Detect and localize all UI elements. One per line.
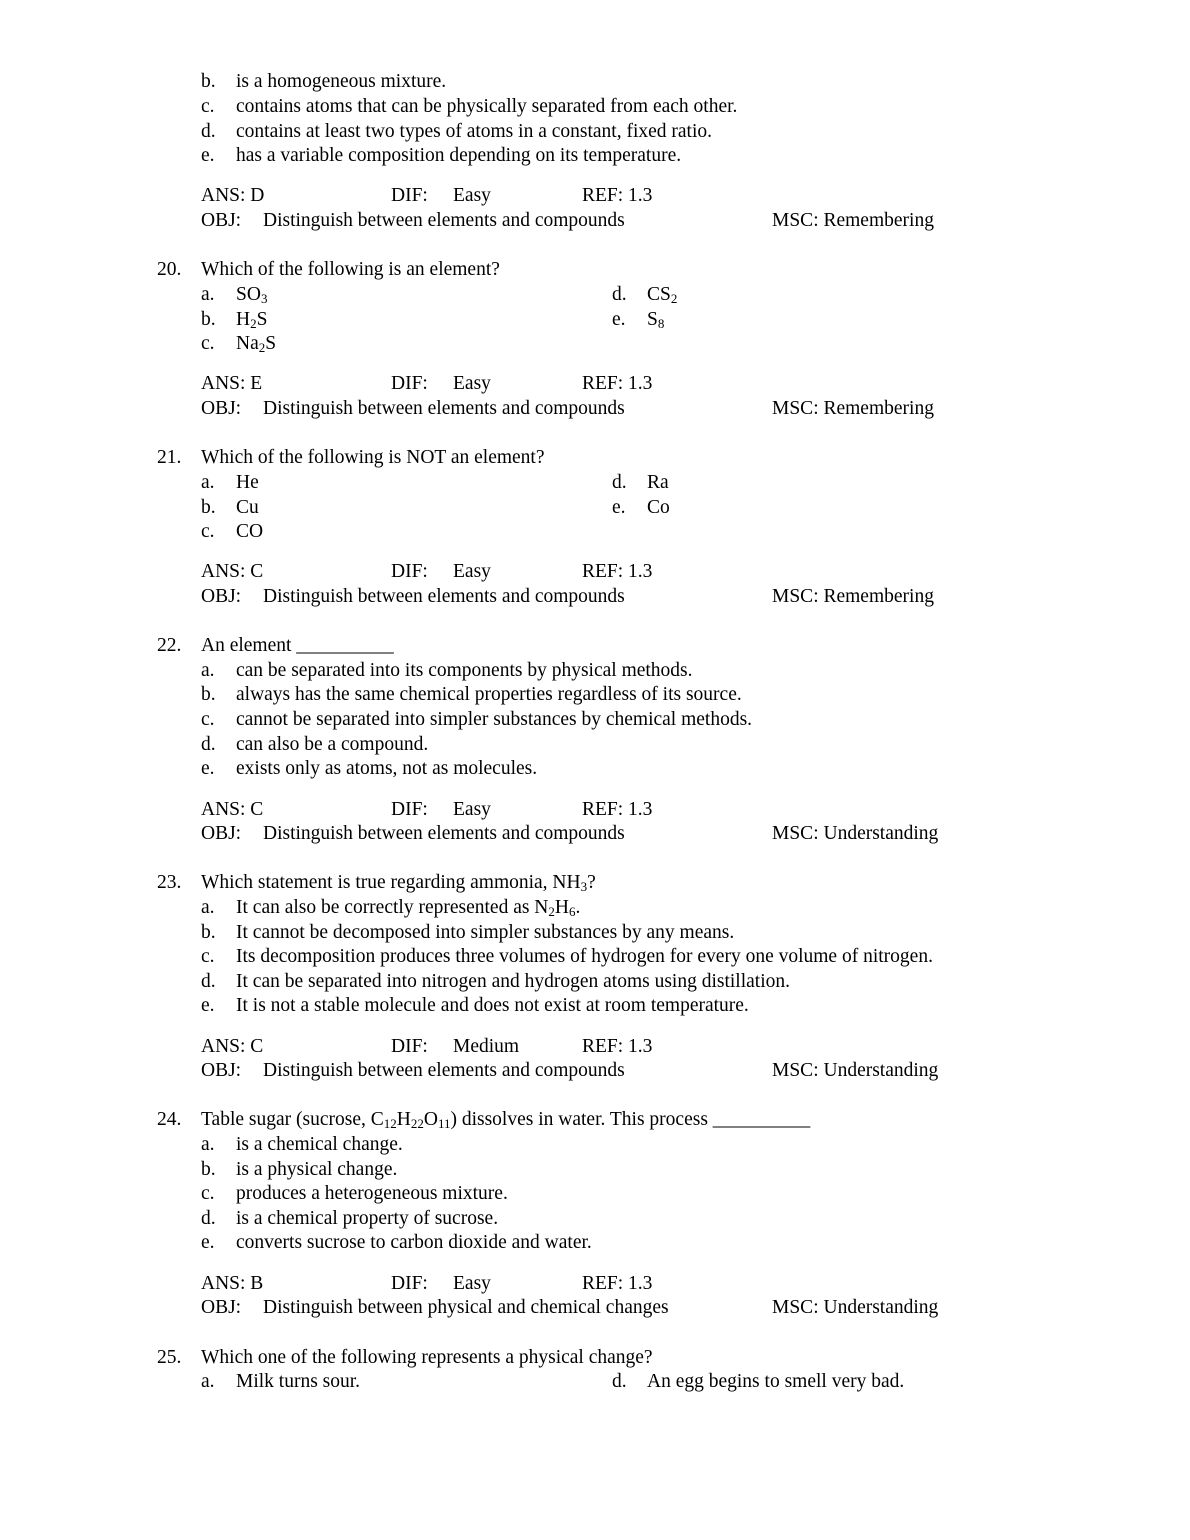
option-a: a. [201,660,215,681]
objective: Distinguish between elements and compounds [263,1060,625,1081]
question-number: 25. [157,1347,182,1368]
objective: Distinguish between elements and compounds [263,586,625,607]
difficulty-label: DIF: [391,1036,428,1057]
difficulty-label: DIF: [391,561,428,582]
option-b-text: is a homogeneous mixture. [236,71,447,92]
option-c-text: contains atoms that can be physically separated from each other. [236,96,738,117]
question-number: 20. [157,259,182,280]
option-b-text: $H_2S$ [236,309,268,331]
answer: ANS: C [201,561,264,582]
option-c: c. [201,946,215,967]
option-c: c. [201,1183,215,1204]
option-d: d. [612,472,627,493]
option-b: b. [201,497,216,518]
difficulty: Medium [453,1036,520,1057]
option-e: e. [201,145,215,166]
option-b-text: always has the same chemical properties regardless of its source. [236,684,742,705]
answer: ANS: B [201,1273,264,1294]
question-number: 22. [157,635,182,656]
option-a-text: $SO_3$ [236,284,268,306]
option-e-text: $S_8$ [647,309,665,331]
option-d-text: can also be a compound. [236,734,429,755]
option-c-text: produces a heterogeneous mixture. [236,1183,508,1204]
option-a: a. [201,897,215,918]
option-b: b. [201,922,216,943]
objective-label: OBJ: [201,1060,242,1081]
option-a-text: It can also be correctly represented as $N_2H_6$. [236,897,581,919]
option-b: b. [201,684,216,705]
reference: REF: 1.3 [582,1273,653,1294]
option-d: d. [201,1208,216,1229]
option-c: c. [201,333,215,354]
difficulty-label: DIF: [391,1273,428,1294]
option-b: b. [201,71,216,92]
objective-label: OBJ: [201,1297,242,1318]
reference: REF: 1.3 [582,561,653,582]
option-a-text: is a chemical change. [236,1134,403,1155]
option-e-text: exists only as atoms, not as molecules. [236,758,538,779]
msc: MSC: Understanding [772,823,939,844]
option-d: d. [612,284,627,305]
option-c: c. [201,521,215,542]
option-d: d. [201,734,216,755]
option-a: a. [201,1371,215,1392]
option-a-text: Milk turns sour. [236,1371,361,1392]
option-c-text: CO [236,521,264,542]
option-d-text: An egg begins to smell very bad. [647,1371,905,1392]
question-text: Which of the following is NOT an element? [201,447,545,468]
answer: ANS: C [201,799,264,820]
option-e: e. [201,1232,215,1253]
msc: MSC: Understanding [772,1060,939,1081]
difficulty-label: DIF: [391,799,428,820]
question-text: An element __________ [201,635,394,656]
difficulty: Easy [453,799,491,820]
objective-label: OBJ: [201,586,242,607]
option-a-text: can be separated into its components by physical methods. [236,660,693,681]
msc: MSC: Understanding [772,1297,939,1318]
option-c: c. [201,709,215,730]
option-d-text: contains at least two types of atoms in a constant, fixed ratio. [236,121,713,142]
msc: MSC: Remembering [772,398,934,419]
option-d: d. [612,1371,627,1392]
msc: MSC: Remembering [772,210,934,231]
option-b-text: It cannot be decomposed into simpler substances by any means. [236,922,735,943]
question-text: Table sugar (sucrose, $C_{12}H_{22}O_{11}$) dissolves in water. This process __________ [201,1109,811,1131]
answer: ANS: C [201,1036,264,1057]
option-c-text: Its decomposition produces three volumes of hydrogen for every one volume of nitrogen. [236,946,933,967]
reference: REF: 1.3 [582,373,653,394]
option-e: e. [612,309,626,330]
option-b: b. [201,309,216,330]
reference: REF: 1.3 [582,799,653,820]
objective: Distinguish between elements and compounds [263,823,625,844]
question-text: Which one of the following represents a physical change? [201,1347,653,1368]
option-e-text: It is not a stable molecule and does not exist at room temperature. [236,995,749,1016]
objective-label: OBJ: [201,210,242,231]
question-text: Which of the following is an element? [201,259,500,280]
question-number: 21. [157,447,182,468]
difficulty-label: DIF: [391,185,428,206]
option-d: d. [201,971,216,992]
objective-label: OBJ: [201,823,242,844]
option-b: b. [201,1159,216,1180]
option-e: e. [201,995,215,1016]
objective: Distinguish between physical and chemical changes [263,1297,669,1318]
option-c-text: $Na_2S$ [236,333,277,355]
option-e-text: converts sucrose to carbon dioxide and water. [236,1232,592,1253]
option-b-text: is a physical change. [236,1159,398,1180]
option-a-text: He [236,472,259,493]
option-b-text: Cu [236,497,259,518]
objective: Distinguish between elements and compounds [263,210,625,231]
question-number: 24. [157,1109,182,1130]
objective: Distinguish between elements and compounds [263,398,625,419]
option-a: a. [201,284,215,305]
option-e-text: has a variable composition depending on its temperature. [236,145,682,166]
reference: REF: 1.3 [582,185,653,206]
option-d-text: $CS_2$ [647,284,678,306]
difficulty: Easy [453,561,491,582]
question-text: Which statement is true regarding ammonia, $NH_3$? [201,872,596,894]
option-e: e. [612,497,626,518]
option-d-text: is a chemical property of sucrose. [236,1208,499,1229]
option-a: a. [201,472,215,493]
answer: ANS: E [201,373,263,394]
option-d-text: It can be separated into nitrogen and hydrogen atoms using distillation. [236,971,790,992]
option-d-text: Ra [647,472,669,493]
option-d: d. [201,121,216,142]
option-c: c. [201,96,215,117]
answer: ANS: D [201,185,265,206]
option-c-text: cannot be separated into simpler substances by chemical methods. [236,709,753,730]
option-e-text: Co [647,497,670,518]
msc: MSC: Remembering [772,586,934,607]
option-e: e. [201,758,215,779]
difficulty: Easy [453,373,491,394]
difficulty-label: DIF: [391,373,428,394]
question-number: 23. [157,872,182,893]
difficulty: Easy [453,1273,491,1294]
option-a: a. [201,1134,215,1155]
objective-label: OBJ: [201,398,242,419]
difficulty: Easy [453,185,491,206]
reference: REF: 1.3 [582,1036,653,1057]
